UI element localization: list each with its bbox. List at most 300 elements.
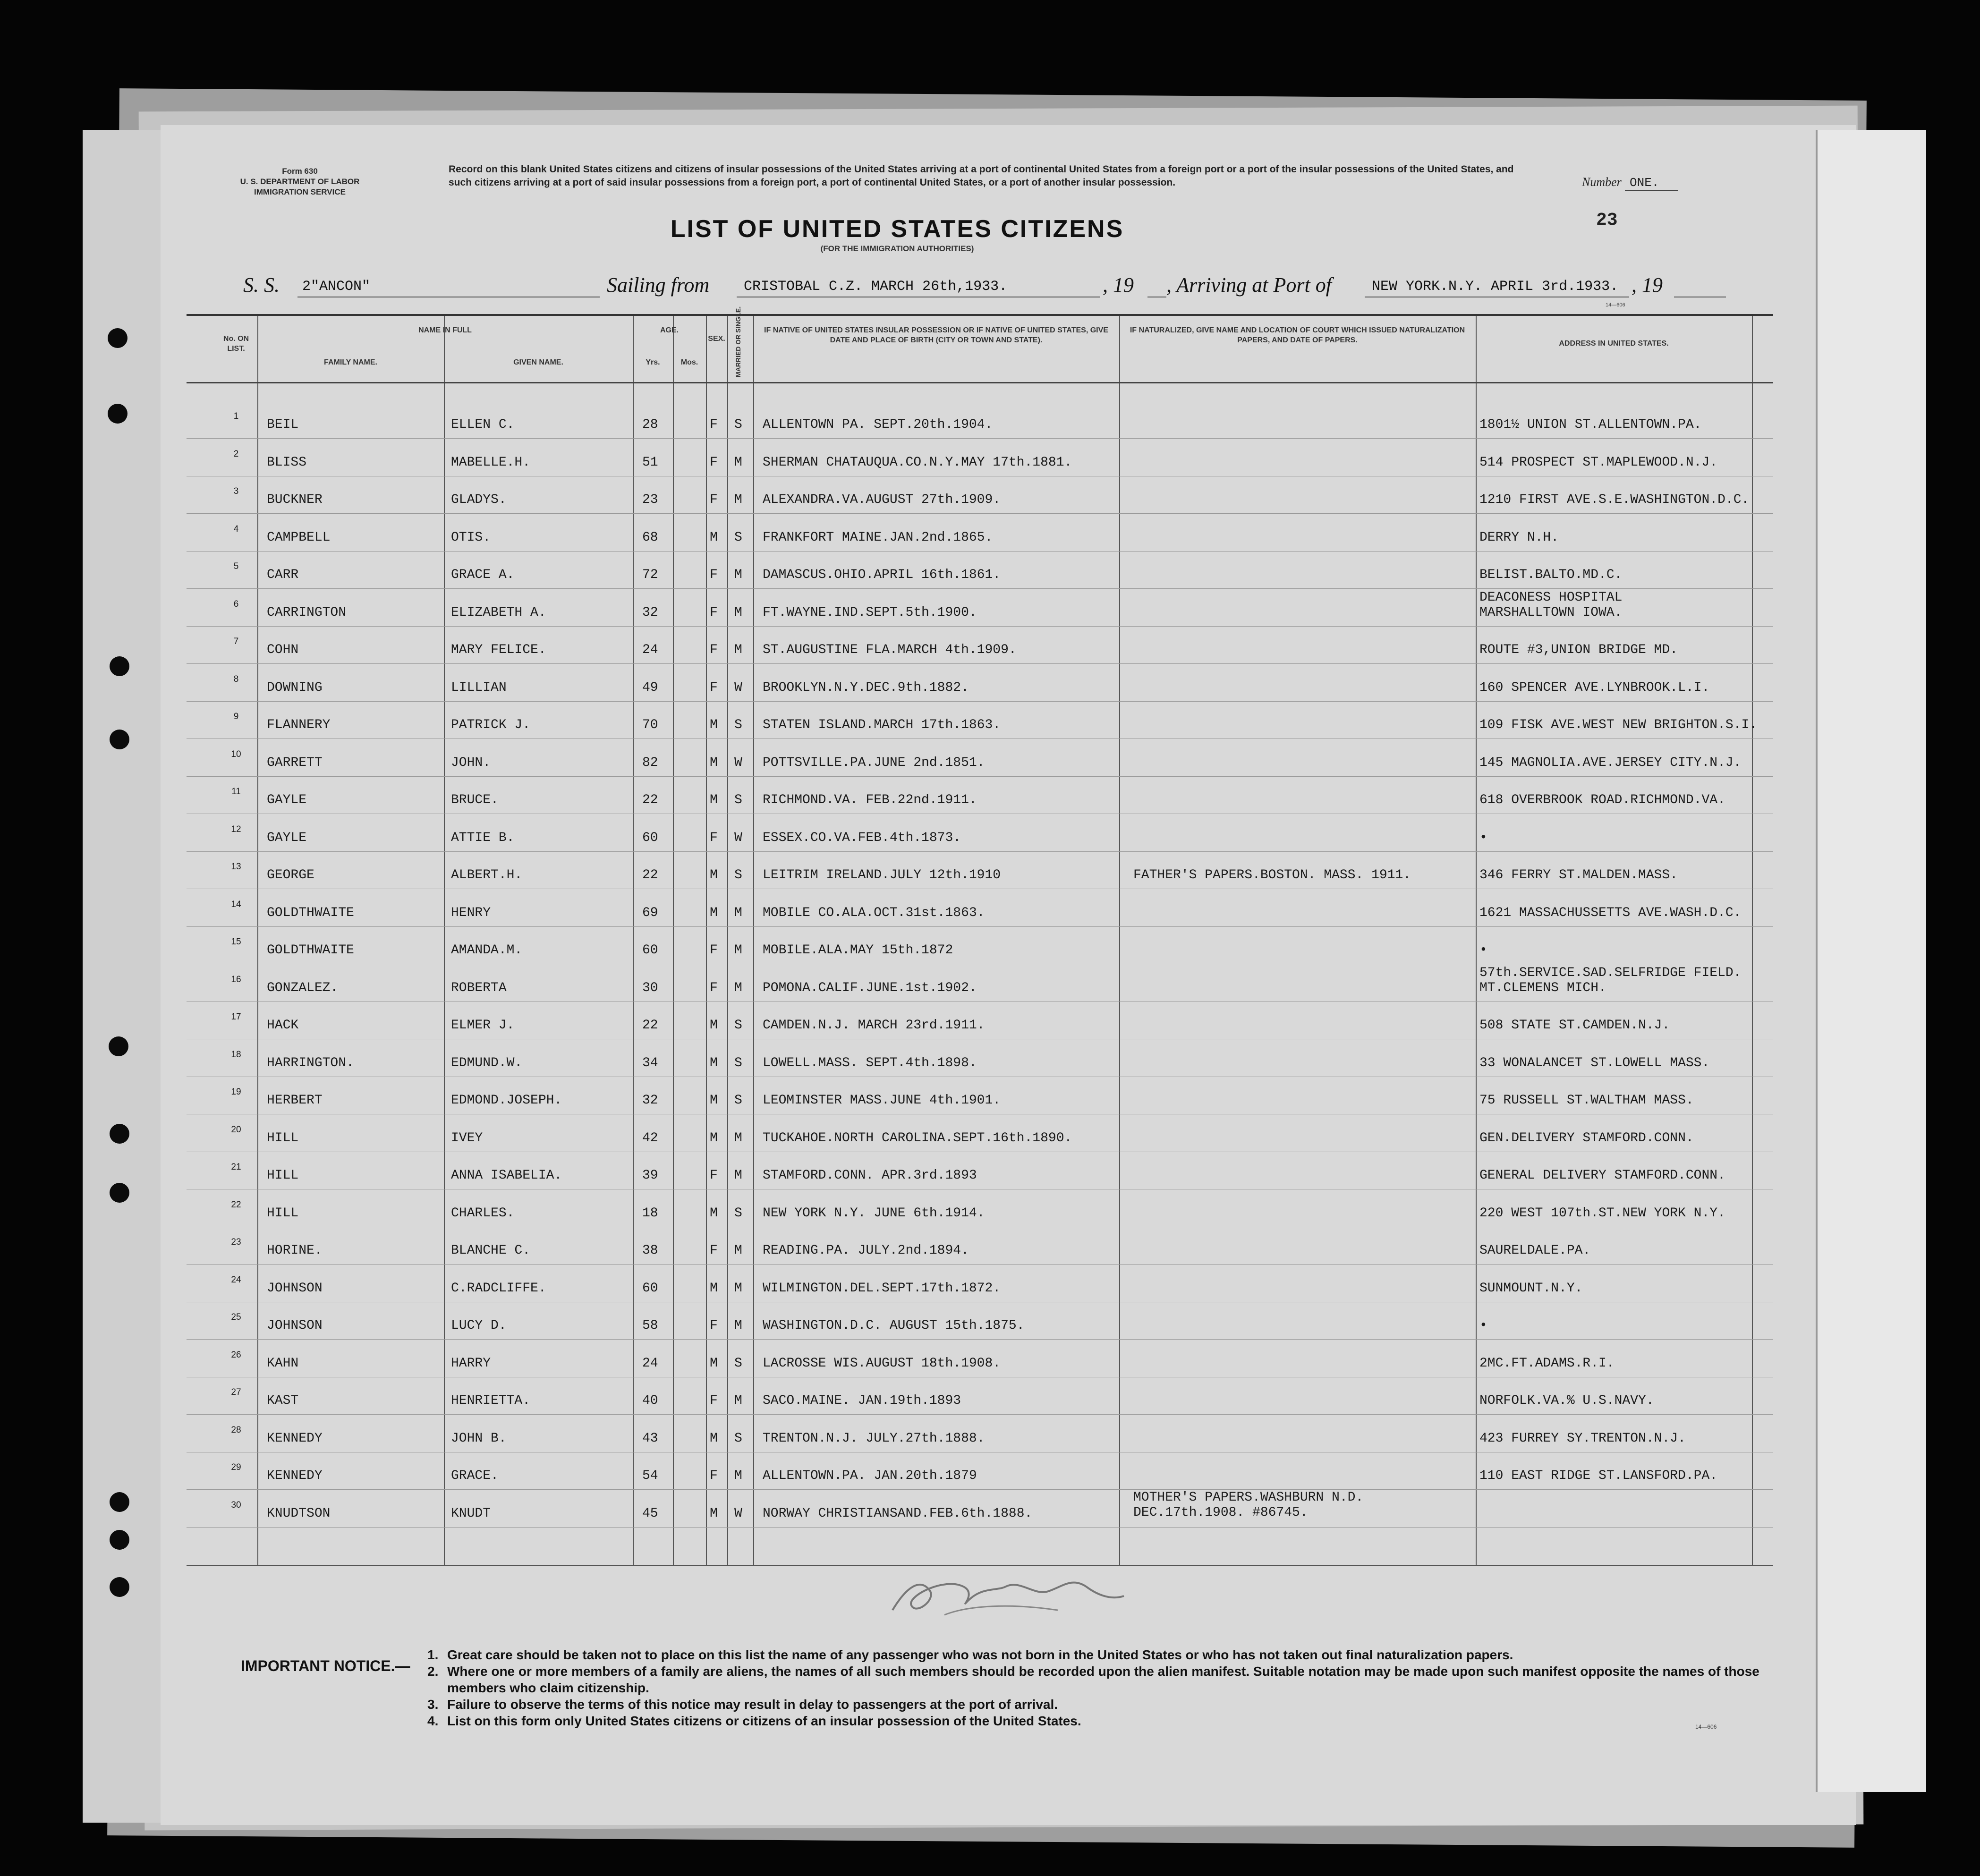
given-name: PATRICK J. <box>451 718 531 732</box>
marital-status: W <box>734 680 742 695</box>
sex: M <box>710 1055 718 1070</box>
marital-status: M <box>734 1168 742 1183</box>
header-naturalized: IF NATURALIZED, GIVE NAME AND LOCATION OF COURT WHICH ISSUED NATURALIZATION PAPERS, AND DATE OF PAPERS. <box>1130 326 1465 344</box>
given-name: C.RADCLIFFE. <box>451 1281 546 1296</box>
binder-hole <box>110 1183 129 1203</box>
notice-item-text: Where one or more members of a family are aliens, the names of all such members should be recorded upon the alien manifest. Suitable notation may be made upon such manifest opposite the names of those members who claim citizenship. <box>447 1664 1759 1695</box>
age: 54 <box>642 1469 658 1483</box>
sex: M <box>710 793 718 807</box>
header-mos: Mos. <box>680 358 698 366</box>
sailing-from: CRISTOBAL C.Z. MARCH 26th,1933. <box>744 279 1008 295</box>
row-number: 14 <box>231 899 241 909</box>
marital-status: M <box>734 943 742 958</box>
marital-status: M <box>734 455 742 470</box>
marital-status: M <box>734 492 742 507</box>
birth-place-date: LOWELL.MASS. SEPT.4th.1898. <box>763 1055 977 1070</box>
address: 423 FURREY SY.TRENTON.N.J. <box>1479 1431 1686 1446</box>
row-rule <box>187 701 1773 702</box>
age: 28 <box>642 417 658 432</box>
family-name: GONZALEZ. <box>267 980 339 995</box>
header-no: No. ON LIST. <box>223 335 249 353</box>
sex: F <box>710 980 718 995</box>
page-subtitle: (FOR THE IMMIGRATION AUTHORITIES) <box>820 244 974 253</box>
family-name: KAHN <box>267 1356 299 1371</box>
family-name: GEORGE <box>267 868 314 883</box>
address: 2MC.FT.ADAMS.R.I. <box>1479 1356 1615 1371</box>
given-name: KNUDT <box>451 1506 491 1521</box>
address: GEN.DELIVERY STAMFORD.CONN. <box>1479 1130 1694 1146</box>
age: 58 <box>642 1318 658 1333</box>
family-name: JOHNSON <box>267 1318 323 1333</box>
address: GENERAL DELIVERY STAMFORD.CONN. <box>1479 1168 1725 1183</box>
row-number: 20 <box>231 1124 241 1135</box>
address: • <box>1479 830 1487 845</box>
row-number: 9 <box>233 712 239 722</box>
binder-hole <box>110 1124 129 1144</box>
age: 43 <box>642 1431 658 1446</box>
header-name-in-full: NAME IN FULL <box>418 326 472 334</box>
address: 1621 MASSACHUSSETTS AVE.WASH.D.C. <box>1479 905 1742 920</box>
row-number: 8 <box>233 674 239 684</box>
age: 40 <box>642 1393 658 1408</box>
family-name: COHN <box>267 643 299 657</box>
birth-place-date: NORWAY CHRISTIANSAND.FEB.6th.1888. <box>763 1506 1033 1521</box>
row-rule <box>187 551 1773 552</box>
birth-place-date: POTTSVILLE.PA.JUNE 2nd.1851. <box>763 755 985 770</box>
sex: F <box>710 830 718 845</box>
given-name: OTIS. <box>451 530 491 545</box>
age: 32 <box>642 1093 658 1108</box>
given-name: JOHN. <box>451 755 491 770</box>
family-name: CAMPBELL <box>267 530 331 545</box>
row-rule <box>187 926 1773 927</box>
birth-place-date: DAMASCUS.OHIO.APRIL 16th.1861. <box>763 568 1001 582</box>
birth-place-date: SHERMAN CHATAUQUA.CO.N.Y.MAY 17th.1881. <box>763 455 1072 470</box>
row-number: 24 <box>231 1274 241 1285</box>
family-name: KNUDTSON <box>267 1506 331 1521</box>
header-given-name: GIVEN NAME. <box>513 358 563 366</box>
row-number: 16 <box>231 974 241 985</box>
column-divider <box>1752 316 1753 1565</box>
list-number <box>1582 175 1678 190</box>
birth-place-date: NEW YORK N.Y. JUNE 6th.1914. <box>763 1205 985 1221</box>
sex: F <box>710 1393 718 1408</box>
birth-place-date: WASHINGTON.D.C. AUGUST 15th.1875. <box>763 1318 1025 1333</box>
family-name: HARRINGTON. <box>267 1055 354 1070</box>
row-rule <box>187 1527 1773 1528</box>
family-name: JOHNSON <box>267 1281 323 1296</box>
address: BELIST.BALTO.MD.C. <box>1479 568 1623 582</box>
binder-hole <box>110 730 129 749</box>
given-name: ALBERT.H. <box>451 868 523 883</box>
notice-item-text: Great care should be taken not to place on this list the name of any passenger who was not born in the United States or who has not taken out final naturalization papers. <box>447 1647 1513 1662</box>
given-name: JOHN B. <box>451 1431 507 1446</box>
family-name: CARRINGTON <box>267 605 347 620</box>
row-number: 12 <box>231 824 241 834</box>
sex: M <box>710 1356 718 1371</box>
row-rule <box>187 513 1773 514</box>
row-number: 15 <box>231 937 241 947</box>
sex: F <box>710 680 718 695</box>
row-number: 13 <box>231 862 241 872</box>
birth-place-date: ALLENTOWN PA. SEPT.20th.1904. <box>763 417 993 432</box>
family-name: GARRETT <box>267 755 323 770</box>
sex: M <box>710 755 718 770</box>
naturalization: MOTHER'S PAPERS.WASHBURN N.D. <box>1133 1490 1364 1505</box>
sex: F <box>710 1243 718 1258</box>
age: 60 <box>642 830 658 845</box>
binder-hole <box>110 1492 129 1512</box>
marital-status: W <box>734 1506 742 1521</box>
naturalization: FATHER'S PAPERS.BOSTON. MASS. 1911. <box>1133 868 1411 883</box>
age: 69 <box>642 905 658 920</box>
age: 82 <box>642 755 658 770</box>
binder-hole <box>110 1577 129 1597</box>
marital-status: S <box>734 718 742 732</box>
header-age: AGE. <box>660 326 679 334</box>
given-name: ROBERTA <box>451 980 507 995</box>
family-name: GOLDTHWAITE <box>267 943 354 958</box>
row-number: 27 <box>231 1387 241 1397</box>
age: 60 <box>642 943 658 958</box>
number-label: Number <box>1582 175 1622 189</box>
address: 220 WEST 107th.ST.NEW YORK N.Y. <box>1479 1205 1725 1221</box>
age: 42 <box>642 1130 658 1146</box>
row-rule <box>187 1414 1773 1415</box>
given-name: EDMOND.JOSEPH. <box>451 1093 562 1108</box>
age: 45 <box>642 1506 658 1521</box>
family-name: BUCKNER <box>267 492 323 507</box>
address: 33 WONALANCET ST.LOWELL MASS. <box>1479 1055 1710 1070</box>
marital-status: M <box>734 980 742 995</box>
column-divider <box>706 316 707 1565</box>
address: 514 PROSPECT ST.MAPLEWOOD.N.J. <box>1479 455 1718 470</box>
header-address: ADDRESS IN UNITED STATES. <box>1559 340 1669 348</box>
column-divider <box>1476 316 1477 1565</box>
row-number: 7 <box>233 637 239 646</box>
given-name: MARY FELICE. <box>451 643 546 657</box>
sex: F <box>710 643 718 657</box>
form-line: IMMIGRATION SERVICE <box>254 187 346 196</box>
notice-item-text: List on this form only United States citizens or citizens of an insular possession of the United States. <box>447 1714 1081 1728</box>
given-name: GLADYS. <box>451 492 507 507</box>
address: 618 OVERBROOK ROAD.RICHMOND.VA. <box>1479 793 1725 807</box>
birth-place-date: ALLENTOWN.PA. JAN.20th.1879 <box>763 1469 977 1483</box>
sex: M <box>710 1018 718 1033</box>
arriving-label: , Arriving at Port of <box>1166 273 1332 297</box>
address-line-2: MT.CLEMENS MICH. <box>1479 980 1606 995</box>
age: 38 <box>642 1243 658 1258</box>
family-name: HILL <box>267 1130 299 1146</box>
age: 24 <box>642 643 658 657</box>
address: 75 RUSSELL ST.WALTHAM MASS. <box>1479 1093 1694 1108</box>
family-name: KENNEDY <box>267 1469 323 1483</box>
marital-status: M <box>734 1393 742 1408</box>
birth-place-date: ESSEX.CO.VA.FEB.4th.1873. <box>763 830 961 845</box>
marital-status: S <box>734 1093 742 1108</box>
row-number: 6 <box>233 599 239 609</box>
age: 70 <box>642 718 658 732</box>
given-name: AMANDA.M. <box>451 943 523 958</box>
page-edge <box>1816 130 1926 1792</box>
row-number: 17 <box>231 1012 241 1022</box>
age: 49 <box>642 680 658 695</box>
sex: M <box>710 1130 718 1146</box>
row-number: 25 <box>231 1312 241 1322</box>
address: SUNMOUNT.N.Y. <box>1479 1281 1583 1296</box>
family-name: FLANNERY <box>267 718 331 732</box>
marital-status: M <box>734 1243 742 1258</box>
notice-item <box>427 1647 1773 1663</box>
row-rule <box>187 1339 1773 1340</box>
given-name: EDMUND.W. <box>451 1055 523 1070</box>
form-identifier <box>222 166 378 197</box>
row-number: 21 <box>231 1162 241 1172</box>
form-line: U. S. DEPARTMENT OF LABOR <box>240 177 360 186</box>
age: 30 <box>642 980 658 995</box>
address: DEACONESS HOSPITAL <box>1479 590 1623 605</box>
header-rule <box>187 382 1773 383</box>
birth-place-date: STAMFORD.CONN. APR.3rd.1893 <box>763 1168 977 1183</box>
marital-status: S <box>734 530 742 545</box>
given-name: LILLIAN <box>451 680 507 695</box>
given-name: MABELLE.H. <box>451 455 531 470</box>
marital-status: S <box>734 868 742 883</box>
marital-status: M <box>734 905 742 920</box>
address: • <box>1479 1318 1487 1333</box>
address: 57th.SERVICE.SAD.SELFRIDGE FIELD. <box>1479 965 1742 980</box>
marital-status: S <box>734 1055 742 1070</box>
year-label: , 19 <box>1103 273 1134 297</box>
marital-status: M <box>734 1469 742 1483</box>
birth-place-date: MOBILE CO.ALA.OCT.31st.1863. <box>763 905 985 920</box>
address: DERRY N.H. <box>1479 530 1559 545</box>
sex: F <box>710 1318 718 1333</box>
citizens-table <box>187 306 1773 1566</box>
address: 110 EAST RIDGE ST.LANSFORD.PA. <box>1479 1469 1718 1483</box>
age: 18 <box>642 1205 658 1221</box>
age: 34 <box>642 1055 658 1070</box>
sex: F <box>710 455 718 470</box>
page-title: LIST OF UNITED STATES CITIZENS <box>670 215 1124 243</box>
form-code-footer: 14—606 <box>1695 1723 1717 1730</box>
birth-place-date: TRENTON.N.J. JULY.27th.1888. <box>763 1431 985 1446</box>
birth-place-date: LACROSSE WIS.AUGUST 18th.1908. <box>763 1356 1001 1371</box>
age: 68 <box>642 530 658 545</box>
address: 508 STATE ST.CAMDEN.N.J. <box>1479 1018 1670 1033</box>
ss-label: S. S. <box>243 273 280 297</box>
given-name: ELMER J. <box>451 1018 515 1033</box>
age: 39 <box>642 1168 658 1183</box>
notice-item-number: 3. <box>427 1697 439 1712</box>
sex: M <box>710 1431 718 1446</box>
address: 346 FERRY ST.MALDEN.MASS. <box>1479 868 1678 883</box>
age: 22 <box>642 1018 658 1033</box>
given-name: HENRY <box>451 905 491 920</box>
birth-place-date: ST.AUGUSTINE FLA.MARCH 4th.1909. <box>763 643 1017 657</box>
sex: F <box>710 417 718 432</box>
binder-hole <box>108 404 127 424</box>
arriving-at: NEW YORK.N.Y. APRIL 3rd.1933. <box>1372 279 1619 295</box>
birth-place-date: CAMDEN.N.J. MARCH 23rd.1911. <box>763 1018 985 1033</box>
birth-place-date: LEITRIM IRELAND.JULY 12th.1910 <box>763 868 1001 883</box>
age: 72 <box>642 568 658 582</box>
family-name: HERBERT <box>267 1093 323 1108</box>
family-name: HILL <box>267 1168 299 1183</box>
row-number: 22 <box>231 1199 241 1210</box>
form-code: 14—606 <box>1606 302 1625 308</box>
given-name: BLANCHE C. <box>451 1243 531 1258</box>
important-notice-list <box>427 1647 1773 1729</box>
birth-place-date: WILMINGTON.DEL.SEPT.17th.1872. <box>763 1281 1001 1296</box>
notice-item-number: 4. <box>427 1714 439 1728</box>
given-name: LUCY D. <box>451 1318 507 1333</box>
address: NORFOLK.VA.% U.S.NAVY. <box>1479 1393 1654 1408</box>
binder-strip <box>83 130 162 1823</box>
marital-status: M <box>734 1281 742 1296</box>
birth-place-date: READING.PA. JULY.2nd.1894. <box>763 1243 969 1258</box>
form-line: Form 630 <box>282 167 318 176</box>
column-divider <box>444 316 445 1565</box>
row-number: 10 <box>231 749 241 759</box>
marital-status: S <box>734 1356 742 1371</box>
row-rule <box>187 588 1773 589</box>
address: SAURELDALE.PA. <box>1479 1243 1591 1258</box>
address-line-2: MARSHALLTOWN IOWA. <box>1479 605 1623 620</box>
family-name: HACK <box>267 1018 299 1033</box>
row-number: 5 <box>233 561 239 571</box>
family-name: BLISS <box>267 455 307 470</box>
notice-item <box>427 1696 1773 1713</box>
family-name: KENNEDY <box>267 1431 323 1446</box>
sex: F <box>710 1469 718 1483</box>
birth-place-date: POMONA.CALIF.JUNE.1st.1902. <box>763 980 977 995</box>
birth-place-date: LEOMINSTER MASS.JUNE 4th.1901. <box>763 1093 1001 1108</box>
family-name: GOLDTHWAITE <box>267 905 354 920</box>
family-name: CARR <box>267 568 299 582</box>
age: 60 <box>642 1281 658 1296</box>
marital-status: W <box>734 755 742 770</box>
given-name: BRUCE. <box>451 793 499 807</box>
address: 109 FISK AVE.WEST NEW BRIGHTON.S.I. <box>1479 718 1758 732</box>
marital-status: S <box>734 417 742 432</box>
sailing-label: Sailing from <box>607 273 710 297</box>
address: 145 MAGNOLIA.AVE.JERSEY CITY.N.J. <box>1479 755 1742 770</box>
header-notice: Record on this blank United States citizens and citizens of insular possessions of the United States arriving at a port of continental United States from a foreign port or a port of the insular possessions of the United States, and such citizens arriving at a port of said insular possessions from a foreign port, a port of continental United States, or a port of another insular possession. <box>449 164 1514 188</box>
row-number: 28 <box>231 1425 241 1435</box>
marital-status: M <box>734 1318 742 1333</box>
marital-status: M <box>734 568 742 582</box>
given-name: HARRY <box>451 1356 491 1371</box>
page-number: 23 <box>1596 210 1618 230</box>
sex: F <box>710 943 718 958</box>
given-name: GRACE A. <box>451 568 515 582</box>
notice-item <box>427 1663 1773 1696</box>
given-name: ATTIE B. <box>451 830 515 845</box>
row-number: 29 <box>231 1462 241 1472</box>
column-divider <box>257 316 258 1565</box>
birth-place-date: RICHMOND.VA. FEB.22nd.1911. <box>763 793 977 807</box>
column-divider <box>1119 316 1120 1565</box>
family-name: DOWNING <box>267 680 323 695</box>
header-birth: IF NATIVE OF UNITED STATES INSULAR POSSESSION OR IF NATIVE OF UNITED STATES, GIVE DATE AND PLACE OF BIRTH (CITY OR TOWN AND STATE). <box>764 326 1108 344</box>
year-label-2: , 19 <box>1632 273 1663 297</box>
birth-place-date: FT.WAYNE.IND.SEPT.5th.1900. <box>763 605 977 620</box>
family-name: BEIL <box>267 417 299 432</box>
family-name: HORINE. <box>267 1243 323 1258</box>
given-name: ELIZABETH A. <box>451 605 546 620</box>
sex: M <box>710 1205 718 1221</box>
sex: M <box>710 868 718 883</box>
binder-hole <box>110 1530 129 1550</box>
address: 1210 FIRST AVE.S.E.WASHINGTON.D.C. <box>1479 492 1750 507</box>
header-sex: SEX. <box>708 335 725 343</box>
notice-item-text: Failure to observe the terms of this notice may result in delay to passengers at the port of arrival. <box>447 1697 1058 1712</box>
important-notice-label: IMPORTANT NOTICE.— <box>241 1657 410 1674</box>
row-rule <box>187 776 1773 777</box>
address: • <box>1479 943 1487 958</box>
row-number: 26 <box>231 1350 241 1360</box>
age: 51 <box>642 455 658 470</box>
address: ROUTE #3,UNION BRIDGE MD. <box>1479 643 1678 657</box>
age: 32 <box>642 605 658 620</box>
row-rule <box>187 626 1773 627</box>
row-number: 30 <box>231 1500 241 1510</box>
given-name: HENRIETTA. <box>451 1393 531 1408</box>
birth-place-date: STATEN ISLAND.MARCH 17th.1863. <box>763 718 1001 732</box>
address: 1801½ UNION ST.ALLENTOWN.PA. <box>1479 417 1702 432</box>
binder-hole <box>109 1036 128 1056</box>
family-name: KAST <box>267 1393 299 1408</box>
marital-status: S <box>734 1205 742 1221</box>
sex: M <box>710 1281 718 1296</box>
birth-place-date: ALEXANDRA.VA.AUGUST 27th.1909. <box>763 492 1001 507</box>
sex: M <box>710 718 718 732</box>
age: 22 <box>642 793 658 807</box>
sex: F <box>710 1168 718 1183</box>
marital-status: M <box>734 1130 742 1146</box>
binder-hole <box>108 328 127 348</box>
row-rule <box>187 663 1773 664</box>
column-divider <box>753 316 754 1565</box>
sex: M <box>710 1506 718 1521</box>
column-divider <box>633 316 634 1565</box>
row-rule <box>187 851 1773 852</box>
birth-place-date: TUCKAHOE.NORTH CAROLINA.SEPT.16th.1890. <box>763 1130 1072 1146</box>
given-name: ELLEN C. <box>451 417 515 432</box>
notice-item <box>427 1713 1773 1729</box>
sex: F <box>710 605 718 620</box>
inspector-signature <box>888 1558 1133 1624</box>
birth-place-date: SACO.MAINE. JAN.19th.1893 <box>763 1393 961 1408</box>
marital-status: W <box>734 830 742 845</box>
row-number: 4 <box>233 524 239 534</box>
row-number: 2 <box>233 449 239 459</box>
row-rule <box>187 1489 1773 1490</box>
sex: M <box>710 1093 718 1108</box>
notice-item-number: 2. <box>427 1664 439 1679</box>
address: 160 SPENCER AVE.LYNBROOK.L.I. <box>1479 680 1710 695</box>
family-name: GAYLE <box>267 830 307 845</box>
number-value: ONE. <box>1625 176 1678 191</box>
row-number: 1 <box>233 411 239 421</box>
sex: M <box>710 905 718 920</box>
given-name: CHARLES. <box>451 1205 515 1221</box>
age: 22 <box>642 868 658 883</box>
naturalization-line-2: DEC.17th.1908. #86745. <box>1133 1505 1308 1520</box>
given-name: GRACE. <box>451 1469 499 1483</box>
marital-status: S <box>734 1018 742 1033</box>
